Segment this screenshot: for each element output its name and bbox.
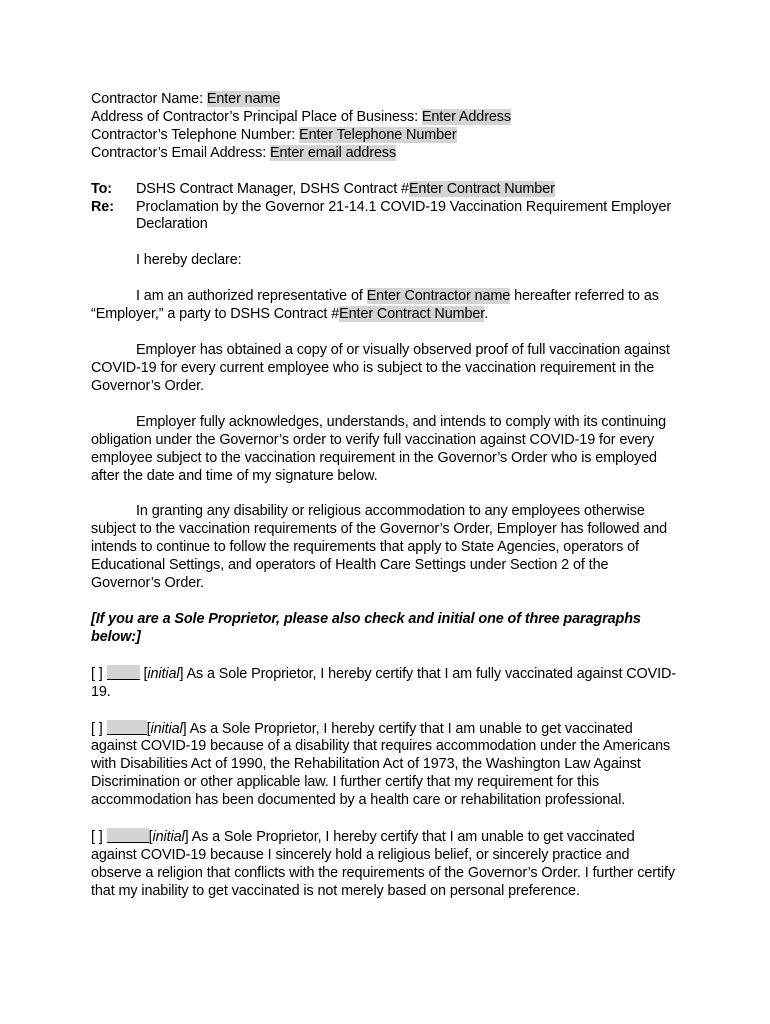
contract-number-field-2[interactable]: Enter Contract Number xyxy=(339,306,485,323)
contractor-name-line xyxy=(91,91,681,109)
contractor-header xyxy=(91,91,681,163)
option-1-checkbox[interactable]: [ ] xyxy=(91,665,103,682)
option-2-initial-label: initial xyxy=(150,720,183,737)
to-contract-number-field[interactable]: Enter Contract Number xyxy=(408,180,555,197)
p1-text-c: . xyxy=(484,306,489,323)
contractor-phone-label: Contractor’s Telephone Number: xyxy=(91,126,300,143)
contractor-phone-line xyxy=(91,127,681,145)
option-3-text: As a Sole Proprietor, I hereby certify that I am unable to get vaccinated against COVID-19 because I sincerely hold a religious belief, or sincerely practice and observe a religion that conflicts with the requirements of the Governor’s Order. I further certify that my inability to get vaccinated is not merely based on personal preference. xyxy=(91,829,675,899)
option-1-initial-blank[interactable] xyxy=(107,665,140,680)
sole-proprietor-note: [If you are a Sole Proprietor, please also check and initial one of three paragraphs below:] xyxy=(91,610,641,645)
document-page xyxy=(91,91,681,901)
to-line xyxy=(91,181,681,199)
option-religious: [ ] [initial] As a Sole Proprietor, I hereby certify that I am unable to get vaccinated against COVID-19 because I sincerely hold a religious belief, or sincerely practice and observe a religion that conflicts with the requirements of the Governor’s Order. I further certify that my inability to get vaccinated is not merely based on personal preference. xyxy=(91,829,675,899)
contractor-name-field[interactable]: Enter name xyxy=(206,91,281,107)
paragraph-proof-of-vaccination: Employer has obtained a copy of or visually observed proof of full vaccination against COVID-19 for every current employee who is subject to the vaccination requirement in the Governor’s Order. xyxy=(91,342,670,394)
paragraph-acknowledgement: Employer fully acknowledges, understands, and intends to comply with its continuing obligation under the Governor’s order to verify full vaccination against COVID-19 for every employee subject to the vaccination requirement in the Governor’s Order who is employed after the date and time of my signature below. xyxy=(91,413,667,484)
option-3-initial-label: initial xyxy=(152,829,185,846)
option-3-initial-blank[interactable] xyxy=(107,828,149,843)
contractor-name-field-2[interactable]: Enter Contractor name xyxy=(366,288,511,305)
option-disability: [ ] [initial] As a Sole Proprietor, I hereby certify that I am unable to get vaccinated against COVID-19 because of a disability that requires accommodation under the Americans with Disabilities Act of 1990, the Rehabilitation Act of 1973, the Washington Law Against Discrimination or other applicable law. I further certify that my requirement for this accommodation has been documented by a health care or rehabilitation professional. xyxy=(91,720,671,809)
contractor-email-line xyxy=(91,145,681,163)
p1-text-b: hereafter referred to as “Employer,” a party to DSHS Contract # xyxy=(91,288,659,323)
option-3-checkbox[interactable]: [ ] xyxy=(91,829,103,846)
option-1-initial-label: initial xyxy=(147,665,180,682)
contractor-address-field[interactable]: Enter Address xyxy=(421,108,511,125)
option-2-initial-blank[interactable] xyxy=(107,720,147,735)
contractor-email-field[interactable]: Enter email address xyxy=(270,144,397,161)
option-2-text: As a Sole Proprietor, I hereby certify that I am unable to get vaccinated against COVID-19 because of a disability that requires accommodation under the Americans with Disabilities Act of 1990, the Rehabilitation Act of 1973, the Washington Law Against Discrimination or other applicable law. I further certify that my requirement for this accommodation has been documented by a health care or rehabilitation professional. xyxy=(91,720,671,809)
contractor-address-label: Address of Contractor’s Principal Place of Business: xyxy=(91,108,422,125)
paragraph-authorized-representative xyxy=(91,288,681,324)
option-1-text: As a Sole Proprietor, I hereby certify that I am fully vaccinated against COVID-19. xyxy=(91,665,677,700)
contractor-address-line xyxy=(91,109,681,127)
paragraph-accommodation: In granting any disability or religious accommodation to any employees otherwise subject to the vaccination requirements of the Governor’s Order, Employer has followed and intends to continue to follow the requirements that apply to State Agencies, operators of Educational Settings, and operators of Health Care Settings under Section 2 of the Governor’s Order. xyxy=(91,503,667,592)
to-text: DSHS Contract Manager, DSHS Contract # xyxy=(136,180,409,197)
option-2-checkbox[interactable]: [ ] xyxy=(91,720,103,737)
p1-text-a: I am an authorized representative of xyxy=(136,288,367,305)
to-value xyxy=(136,181,681,199)
declare-line: I hereby declare: xyxy=(136,252,242,269)
contractor-phone-field[interactable]: Enter Telephone Number xyxy=(299,126,457,143)
re-label: Re: xyxy=(91,198,114,215)
contractor-email-label: Contractor’s Email Address: xyxy=(91,144,271,161)
re-text: Proclamation by the Governor 21-14.1 COVID-19 Vaccination Requirement Employer Declaration xyxy=(136,198,672,233)
re-line xyxy=(91,199,681,235)
contractor-name-label: Contractor Name: xyxy=(91,91,207,107)
to-label: To: xyxy=(91,180,113,197)
option-fully-vaccinated: [ ] [initial] As a Sole Proprietor, I hereby certify that I am fully vaccinated against COVID-19. xyxy=(91,665,677,700)
